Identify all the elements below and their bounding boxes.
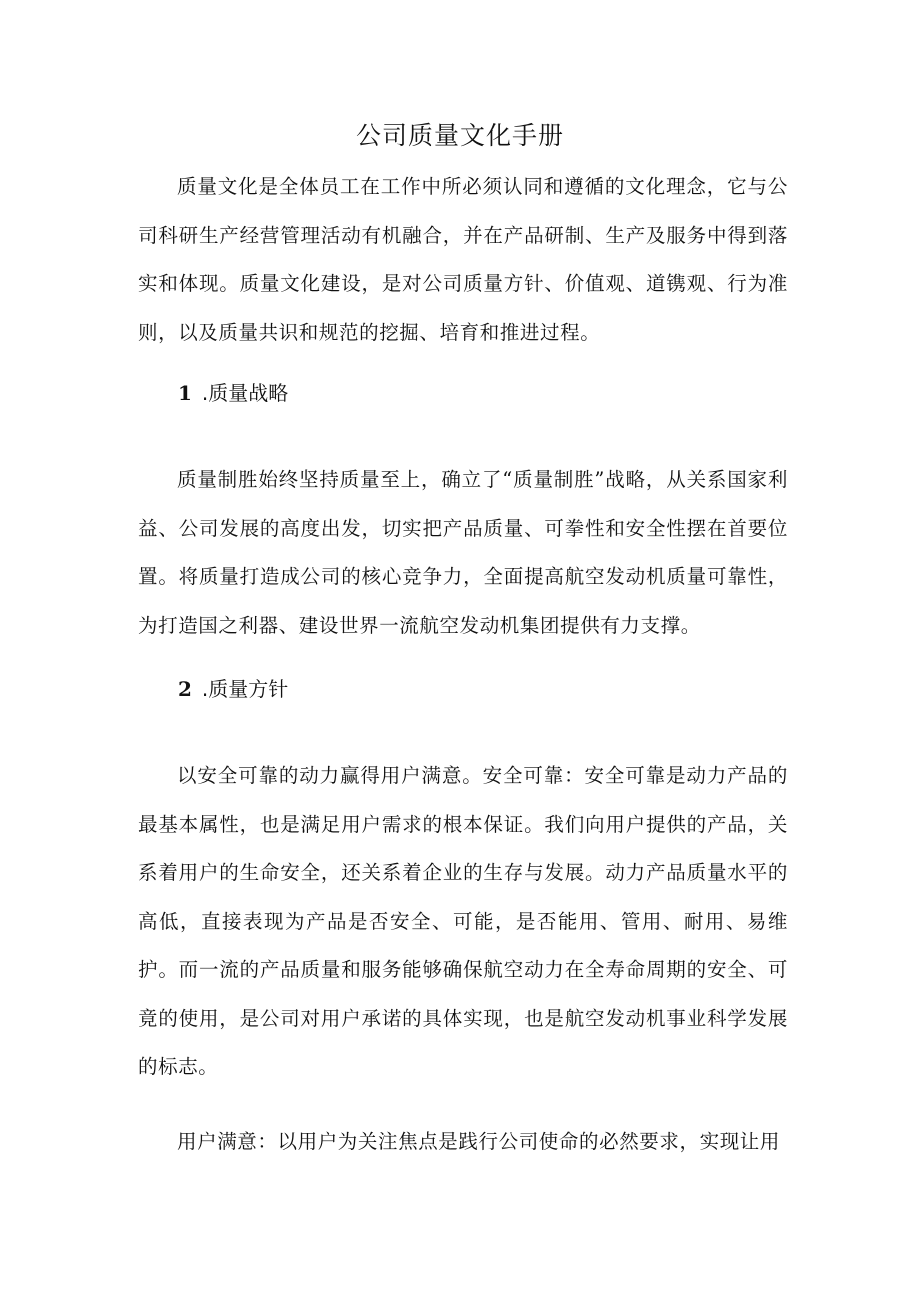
user-satisfaction-paragraph: 用户满意：以用户为关注焦点是践行公司使命的必然要求，实现让用: [177, 1130, 781, 1153]
section-heading-strategy: [178, 378, 288, 408]
policy-paragraph: 以安全可靠的动力赢得用户满意。安全可靠：安全可靠是动力产品的最基本属性，也是满足用户需求的根本保证。我们向用户提供的产品，关系着用户的生命安全，还关系着企业的生存与发展。动力产品质量水平的高低，直接表现为产品是否安全、可能，是否能用、管用、耐用、易维护。而一流的产品质量和服务能够确保航空动力在全寿命周期的安全、可竟的使用，是公司对用户承诺的具体实现，也是航空发动机事业科学发展的标志。: [138, 764, 788, 1078]
intro-paragraph: 质量文化是全体员工在工作中所必须认同和遵循的文化理念，它与公司科研生产经营管理活动有机融合，并在产品研制、生产及服务中得到落实和体现。质量文化建设，是对公司质量方针、价值观、道镌观、行为准则，以及质量共识和规范的挖掘、培育和推进过程。: [138, 175, 788, 344]
section-heading-text: .质量方针: [201, 677, 289, 701]
document-title: 公司质量文化手册: [355, 121, 564, 150]
section-heading-text: .质量战略: [201, 381, 289, 405]
strategy-paragraph: 质量制胜始终坚持质量至上，确立了“质量制胜”战略，从关系国家利益、公司发展的高度出发，切实把产品质量、可拳性和安全性摆在首要位置。将质量打造成公司的核心竞争力，全面提高航空发动机质量可靠性，为打造国之利器、建设世界一流航空发动机集团提供有力支撑。: [138, 468, 788, 637]
section-number: 1: [178, 381, 192, 405]
section-number: 2: [178, 677, 192, 701]
section-heading-policy: [178, 674, 288, 704]
